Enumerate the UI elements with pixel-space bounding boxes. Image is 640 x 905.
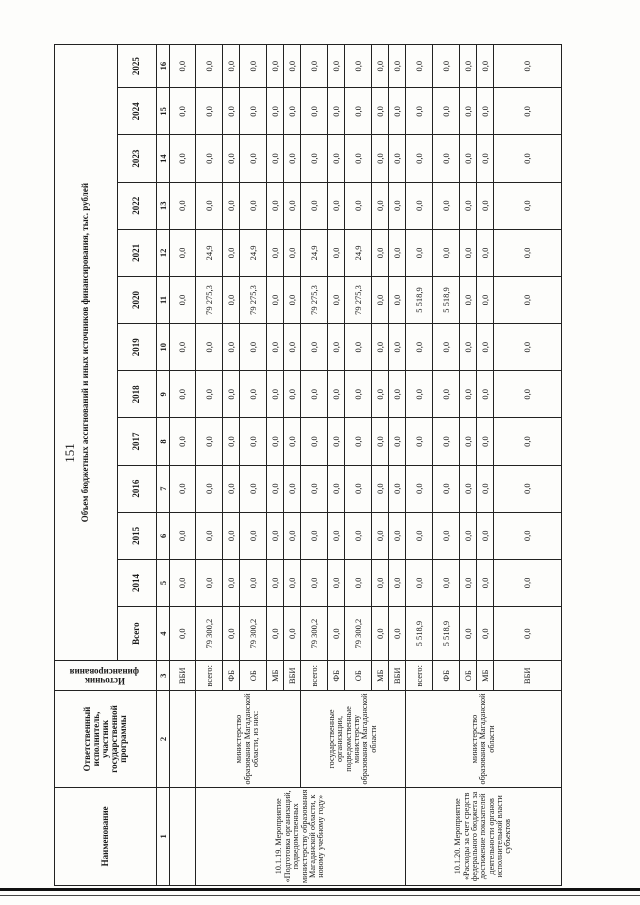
value-cell: 0,0 xyxy=(460,45,477,88)
value-cell: 0,0 xyxy=(477,559,494,606)
header-total: Всего xyxy=(118,607,157,661)
value-cell: 0,0 xyxy=(170,559,196,606)
value-cell: 0,0 xyxy=(196,324,223,371)
value-cell: 0,0 xyxy=(372,135,389,182)
value-cell: 0,0 xyxy=(240,465,267,512)
value-cell: 0,0 xyxy=(196,371,223,418)
value-cell: 0,0 xyxy=(372,276,389,323)
value-cell: 0,0 xyxy=(223,607,240,661)
value-cell: 0,0 xyxy=(372,512,389,559)
source-cell: ВБИ xyxy=(494,661,562,691)
value-cell: 5 518,9 xyxy=(433,276,460,323)
value-cell: 0,0 xyxy=(328,45,345,88)
value-cell: 0,0 xyxy=(328,371,345,418)
executor-name: государственные организации, подведомственные министерству образования Магаданской области xyxy=(301,691,406,787)
value-cell: 0,0 xyxy=(433,371,460,418)
value-cell: 0,0 xyxy=(301,371,328,418)
value-cell: 0,0 xyxy=(477,465,494,512)
value-cell: 0,0 xyxy=(494,607,562,661)
value-cell: 0,0 xyxy=(196,512,223,559)
header-year: 2017 xyxy=(118,418,157,465)
value-cell: 0,0 xyxy=(284,512,301,559)
header-source-label: Источник финансирования xyxy=(69,666,140,686)
value-cell: 0,0 xyxy=(328,465,345,512)
value-cell: 0,0 xyxy=(433,88,460,135)
source-cell: ОБ xyxy=(240,661,267,691)
value-cell: 0,0 xyxy=(240,45,267,88)
column-number: 9 xyxy=(157,371,170,418)
value-cell: 0,0 xyxy=(267,607,284,661)
header-year: 2021 xyxy=(118,229,157,276)
value-cell: 0,0 xyxy=(240,135,267,182)
value-cell: 0,0 xyxy=(301,135,328,182)
value-cell: 0,0 xyxy=(477,371,494,418)
value-cell: 0,0 xyxy=(345,182,372,229)
header-volume: Объем бюджетных ассигнований и иных источников финансирования, тыс. рублей xyxy=(55,45,118,661)
value-cell: 0,0 xyxy=(477,324,494,371)
value-cell: 0,0 xyxy=(328,607,345,661)
value-cell: 0,0 xyxy=(223,371,240,418)
source-cell: ВБИ xyxy=(170,661,196,691)
value-cell: 0,0 xyxy=(267,418,284,465)
name-cell xyxy=(170,787,196,885)
value-cell: 0,0 xyxy=(223,135,240,182)
value-cell: 0,0 xyxy=(460,182,477,229)
value-cell: 0,0 xyxy=(372,324,389,371)
value-cell: 0,0 xyxy=(170,88,196,135)
value-cell: 24,9 xyxy=(345,229,372,276)
value-cell: 0,0 xyxy=(196,559,223,606)
value-cell: 0,0 xyxy=(170,135,196,182)
value-cell: 0,0 xyxy=(196,135,223,182)
value-cell: 79 300,2 xyxy=(240,607,267,661)
value-cell: 0,0 xyxy=(170,45,196,88)
value-cell: 0,0 xyxy=(170,182,196,229)
source-cell: всего: xyxy=(406,661,433,691)
value-cell: 0,0 xyxy=(328,182,345,229)
value-cell: 0,0 xyxy=(328,324,345,371)
value-cell: 0,0 xyxy=(372,88,389,135)
value-cell: 0,0 xyxy=(328,418,345,465)
value-cell: 0,0 xyxy=(494,559,562,606)
value-cell: 0,0 xyxy=(433,182,460,229)
value-cell: 0,0 xyxy=(284,559,301,606)
value-cell: 0,0 xyxy=(460,559,477,606)
value-cell: 0,0 xyxy=(406,512,433,559)
header-executor: Ответственный исполнитель, участник государственной программы xyxy=(55,691,157,787)
header-year: 2019 xyxy=(118,324,157,371)
value-cell: 0,0 xyxy=(494,418,562,465)
value-cell: 0,0 xyxy=(284,229,301,276)
value-cell: 0,0 xyxy=(196,418,223,465)
value-cell: 0,0 xyxy=(240,88,267,135)
bottom-rule xyxy=(0,888,640,891)
value-cell: 0,0 xyxy=(196,182,223,229)
value-cell: 0,0 xyxy=(345,324,372,371)
value-cell: 0,0 xyxy=(223,512,240,559)
value-cell: 0,0 xyxy=(301,324,328,371)
value-cell: 0,0 xyxy=(223,182,240,229)
financing-table xyxy=(54,44,562,886)
value-cell: 0,0 xyxy=(433,512,460,559)
value-cell: 79 300,2 xyxy=(345,607,372,661)
value-cell: 0,0 xyxy=(494,276,562,323)
value-cell: 0,0 xyxy=(494,465,562,512)
value-cell: 0,0 xyxy=(240,512,267,559)
header-year: 2015 xyxy=(118,512,157,559)
value-cell: 0,0 xyxy=(267,559,284,606)
value-cell: 0,0 xyxy=(284,88,301,135)
value-cell: 24,9 xyxy=(196,229,223,276)
value-cell: 0,0 xyxy=(328,559,345,606)
value-cell: 0,0 xyxy=(406,371,433,418)
value-cell: 0,0 xyxy=(406,559,433,606)
value-cell: 0,0 xyxy=(223,88,240,135)
column-number: 6 xyxy=(157,512,170,559)
header-year: 2023 xyxy=(118,135,157,182)
value-cell: 0,0 xyxy=(345,559,372,606)
value-cell: 0,0 xyxy=(328,229,345,276)
value-cell: 0,0 xyxy=(460,88,477,135)
value-cell: 0,0 xyxy=(433,465,460,512)
value-cell: 0,0 xyxy=(170,418,196,465)
value-cell: 0,0 xyxy=(389,88,406,135)
column-number: 10 xyxy=(157,324,170,371)
value-cell: 0,0 xyxy=(223,45,240,88)
value-cell: 0,0 xyxy=(301,559,328,606)
source-cell: МБ xyxy=(267,661,284,691)
value-cell: 0,0 xyxy=(345,512,372,559)
value-cell: 0,0 xyxy=(460,135,477,182)
value-cell: 0,0 xyxy=(406,229,433,276)
value-cell: 0,0 xyxy=(406,418,433,465)
source-cell: ФБ xyxy=(223,661,240,691)
item-name: 10.1.19. Мероприятие «Подготовка организаций, подведомственных министерству образования Магаданской области, к новому учебному году» xyxy=(196,787,406,885)
value-cell: 0,0 xyxy=(372,418,389,465)
value-cell: 0,0 xyxy=(345,371,372,418)
value-cell: 0,0 xyxy=(494,229,562,276)
bottom-rule-thin xyxy=(0,895,640,896)
value-cell: 0,0 xyxy=(267,512,284,559)
value-cell: 0,0 xyxy=(372,465,389,512)
table-row xyxy=(170,45,196,886)
value-cell: 0,0 xyxy=(267,229,284,276)
source-cell: ФБ xyxy=(433,661,460,691)
value-cell: 0,0 xyxy=(477,135,494,182)
value-cell: 0,0 xyxy=(328,512,345,559)
header-year: 2024 xyxy=(118,88,157,135)
value-cell: 0,0 xyxy=(406,182,433,229)
value-cell: 0,0 xyxy=(433,45,460,88)
value-cell: 79 275,3 xyxy=(345,276,372,323)
source-cell: всего: xyxy=(196,661,223,691)
value-cell: 0,0 xyxy=(372,182,389,229)
column-number: 12 xyxy=(157,229,170,276)
value-cell: 5 518,9 xyxy=(406,607,433,661)
value-cell: 0,0 xyxy=(477,182,494,229)
value-cell: 0,0 xyxy=(372,371,389,418)
value-cell: 0,0 xyxy=(196,45,223,88)
value-cell: 0,0 xyxy=(284,465,301,512)
value-cell: 0,0 xyxy=(240,371,267,418)
value-cell: 0,0 xyxy=(460,324,477,371)
value-cell: 0,0 xyxy=(267,324,284,371)
value-cell: 0,0 xyxy=(345,135,372,182)
value-cell: 79 275,3 xyxy=(240,276,267,323)
value-cell: 0,0 xyxy=(389,418,406,465)
value-cell: 0,0 xyxy=(477,229,494,276)
value-cell: 0,0 xyxy=(328,276,345,323)
value-cell: 79 300,2 xyxy=(301,607,328,661)
value-cell: 0,0 xyxy=(267,135,284,182)
source-cell: МБ xyxy=(372,661,389,691)
header-name: Наименование xyxy=(55,787,157,885)
column-number: 7 xyxy=(157,465,170,512)
header-year: 2018 xyxy=(118,371,157,418)
value-cell: 0,0 xyxy=(460,371,477,418)
value-cell: 0,0 xyxy=(284,324,301,371)
value-cell: 5 518,9 xyxy=(406,276,433,323)
value-cell: 0,0 xyxy=(284,182,301,229)
value-cell: 24,9 xyxy=(240,229,267,276)
column-number: 15 xyxy=(157,88,170,135)
value-cell: 0,0 xyxy=(267,88,284,135)
table-row xyxy=(196,45,223,886)
value-cell: 0,0 xyxy=(267,276,284,323)
header-year: 2014 xyxy=(118,559,157,606)
value-cell: 0,0 xyxy=(301,182,328,229)
value-cell: 0,0 xyxy=(328,135,345,182)
value-cell: 0,0 xyxy=(345,88,372,135)
header-year: 2025 xyxy=(118,45,157,88)
column-number: 13 xyxy=(157,182,170,229)
value-cell: 0,0 xyxy=(345,418,372,465)
value-cell: 0,0 xyxy=(477,607,494,661)
value-cell: 0,0 xyxy=(433,324,460,371)
value-cell: 0,0 xyxy=(477,418,494,465)
value-cell: 0,0 xyxy=(372,45,389,88)
value-cell: 0,0 xyxy=(477,88,494,135)
source-cell: всего: xyxy=(301,661,328,691)
value-cell: 0,0 xyxy=(477,276,494,323)
value-cell: 79 275,3 xyxy=(301,276,328,323)
executor-name: министерство образования Магаданской области xyxy=(406,691,562,787)
value-cell: 0,0 xyxy=(372,559,389,606)
value-cell: 0,0 xyxy=(389,607,406,661)
source-cell: ВБИ xyxy=(284,661,301,691)
value-cell: 0,0 xyxy=(494,88,562,135)
value-cell: 0,0 xyxy=(284,276,301,323)
value-cell: 0,0 xyxy=(284,45,301,88)
executor-name: министерство образования Магаданской области, из них: xyxy=(196,691,301,787)
executor-cell xyxy=(170,691,196,787)
value-cell: 0,0 xyxy=(460,276,477,323)
value-cell: 0,0 xyxy=(301,512,328,559)
value-cell: 0,0 xyxy=(196,88,223,135)
value-cell: 0,0 xyxy=(284,607,301,661)
value-cell: 0,0 xyxy=(170,229,196,276)
value-cell: 0,0 xyxy=(406,45,433,88)
value-cell: 0,0 xyxy=(267,45,284,88)
value-cell: 0,0 xyxy=(372,229,389,276)
value-cell: 0,0 xyxy=(406,465,433,512)
column-number: 8 xyxy=(157,418,170,465)
value-cell: 0,0 xyxy=(284,371,301,418)
value-cell: 0,0 xyxy=(389,371,406,418)
source-cell: МБ xyxy=(477,661,494,691)
value-cell: 0,0 xyxy=(328,88,345,135)
value-cell: 0,0 xyxy=(477,45,494,88)
source-cell: ОБ xyxy=(460,661,477,691)
value-cell: 0,0 xyxy=(223,418,240,465)
value-cell: 0,0 xyxy=(406,88,433,135)
source-cell: ОБ xyxy=(345,661,372,691)
value-cell: 79 300,2 xyxy=(196,607,223,661)
column-number: 16 xyxy=(157,45,170,88)
column-number: 11 xyxy=(157,276,170,323)
column-number: 5 xyxy=(157,559,170,606)
value-cell: 0,0 xyxy=(170,276,196,323)
value-cell: 0,0 xyxy=(460,512,477,559)
value-cell: 0,0 xyxy=(301,45,328,88)
value-cell: 0,0 xyxy=(433,559,460,606)
rotated-page xyxy=(54,44,610,886)
table-row xyxy=(406,45,433,886)
value-cell: 0,0 xyxy=(240,324,267,371)
value-cell: 0,0 xyxy=(301,465,328,512)
value-cell: 0,0 xyxy=(345,45,372,88)
value-cell: 0,0 xyxy=(389,465,406,512)
value-cell: 0,0 xyxy=(406,324,433,371)
column-number: 4 xyxy=(157,607,170,661)
value-cell: 0,0 xyxy=(170,371,196,418)
value-cell: 0,0 xyxy=(494,135,562,182)
value-cell: 0,0 xyxy=(223,559,240,606)
value-cell: 0,0 xyxy=(240,182,267,229)
value-cell: 0,0 xyxy=(494,45,562,88)
value-cell: 0,0 xyxy=(284,418,301,465)
column-number: 1 xyxy=(157,787,170,885)
column-number: 3 xyxy=(157,661,170,691)
value-cell: 0,0 xyxy=(460,465,477,512)
column-number: 14 xyxy=(157,135,170,182)
value-cell: 24,9 xyxy=(301,229,328,276)
value-cell: 0,0 xyxy=(345,465,372,512)
value-cell: 0,0 xyxy=(267,465,284,512)
value-cell: 0,0 xyxy=(170,324,196,371)
value-cell: 0,0 xyxy=(223,229,240,276)
page-number: 151 xyxy=(62,443,77,463)
value-cell: 0,0 xyxy=(240,418,267,465)
value-cell: 0,0 xyxy=(267,371,284,418)
value-cell: 0,0 xyxy=(406,135,433,182)
value-cell: 0,0 xyxy=(240,559,267,606)
value-cell: 0,0 xyxy=(170,607,196,661)
value-cell: 0,0 xyxy=(170,512,196,559)
value-cell: 0,0 xyxy=(389,45,406,88)
value-cell: 0,0 xyxy=(460,607,477,661)
source-cell: ФБ xyxy=(328,661,345,691)
value-cell: 5 518,9 xyxy=(433,607,460,661)
value-cell: 0,0 xyxy=(477,512,494,559)
value-cell: 0,0 xyxy=(433,135,460,182)
value-cell: 0,0 xyxy=(389,276,406,323)
value-cell: 0,0 xyxy=(223,465,240,512)
value-cell: 0,0 xyxy=(389,135,406,182)
value-cell: 0,0 xyxy=(389,324,406,371)
value-cell: 0,0 xyxy=(389,559,406,606)
value-cell: 0,0 xyxy=(301,418,328,465)
header-year: 2022 xyxy=(118,182,157,229)
value-cell: 0,0 xyxy=(389,229,406,276)
value-cell: 0,0 xyxy=(170,465,196,512)
value-cell: 0,0 xyxy=(284,135,301,182)
header-source xyxy=(55,661,157,691)
value-cell: 0,0 xyxy=(223,324,240,371)
value-cell: 0,0 xyxy=(460,418,477,465)
value-cell: 0,0 xyxy=(494,371,562,418)
value-cell: 0,0 xyxy=(389,182,406,229)
table-row xyxy=(301,45,328,886)
value-cell: 0,0 xyxy=(301,88,328,135)
header-year: 2020 xyxy=(118,276,157,323)
value-cell: 79 275,3 xyxy=(196,276,223,323)
value-cell: 0,0 xyxy=(223,276,240,323)
header-year: 2016 xyxy=(118,465,157,512)
source-cell: ВБИ xyxy=(389,661,406,691)
value-cell: 0,0 xyxy=(433,229,460,276)
value-cell: 0,0 xyxy=(494,324,562,371)
value-cell: 0,0 xyxy=(460,229,477,276)
column-number: 2 xyxy=(157,691,170,787)
value-cell: 0,0 xyxy=(372,607,389,661)
value-cell: 0,0 xyxy=(494,512,562,559)
value-cell: 0,0 xyxy=(433,418,460,465)
value-cell: 0,0 xyxy=(494,182,562,229)
item-name: 10.1.20. Мероприятие «Расходы за счет средств федерального бюджета за достижение показателей деятельности органов исполнительной власти субъектов xyxy=(406,787,562,885)
value-cell: 0,0 xyxy=(267,182,284,229)
value-cell: 0,0 xyxy=(389,512,406,559)
value-cell: 0,0 xyxy=(196,465,223,512)
